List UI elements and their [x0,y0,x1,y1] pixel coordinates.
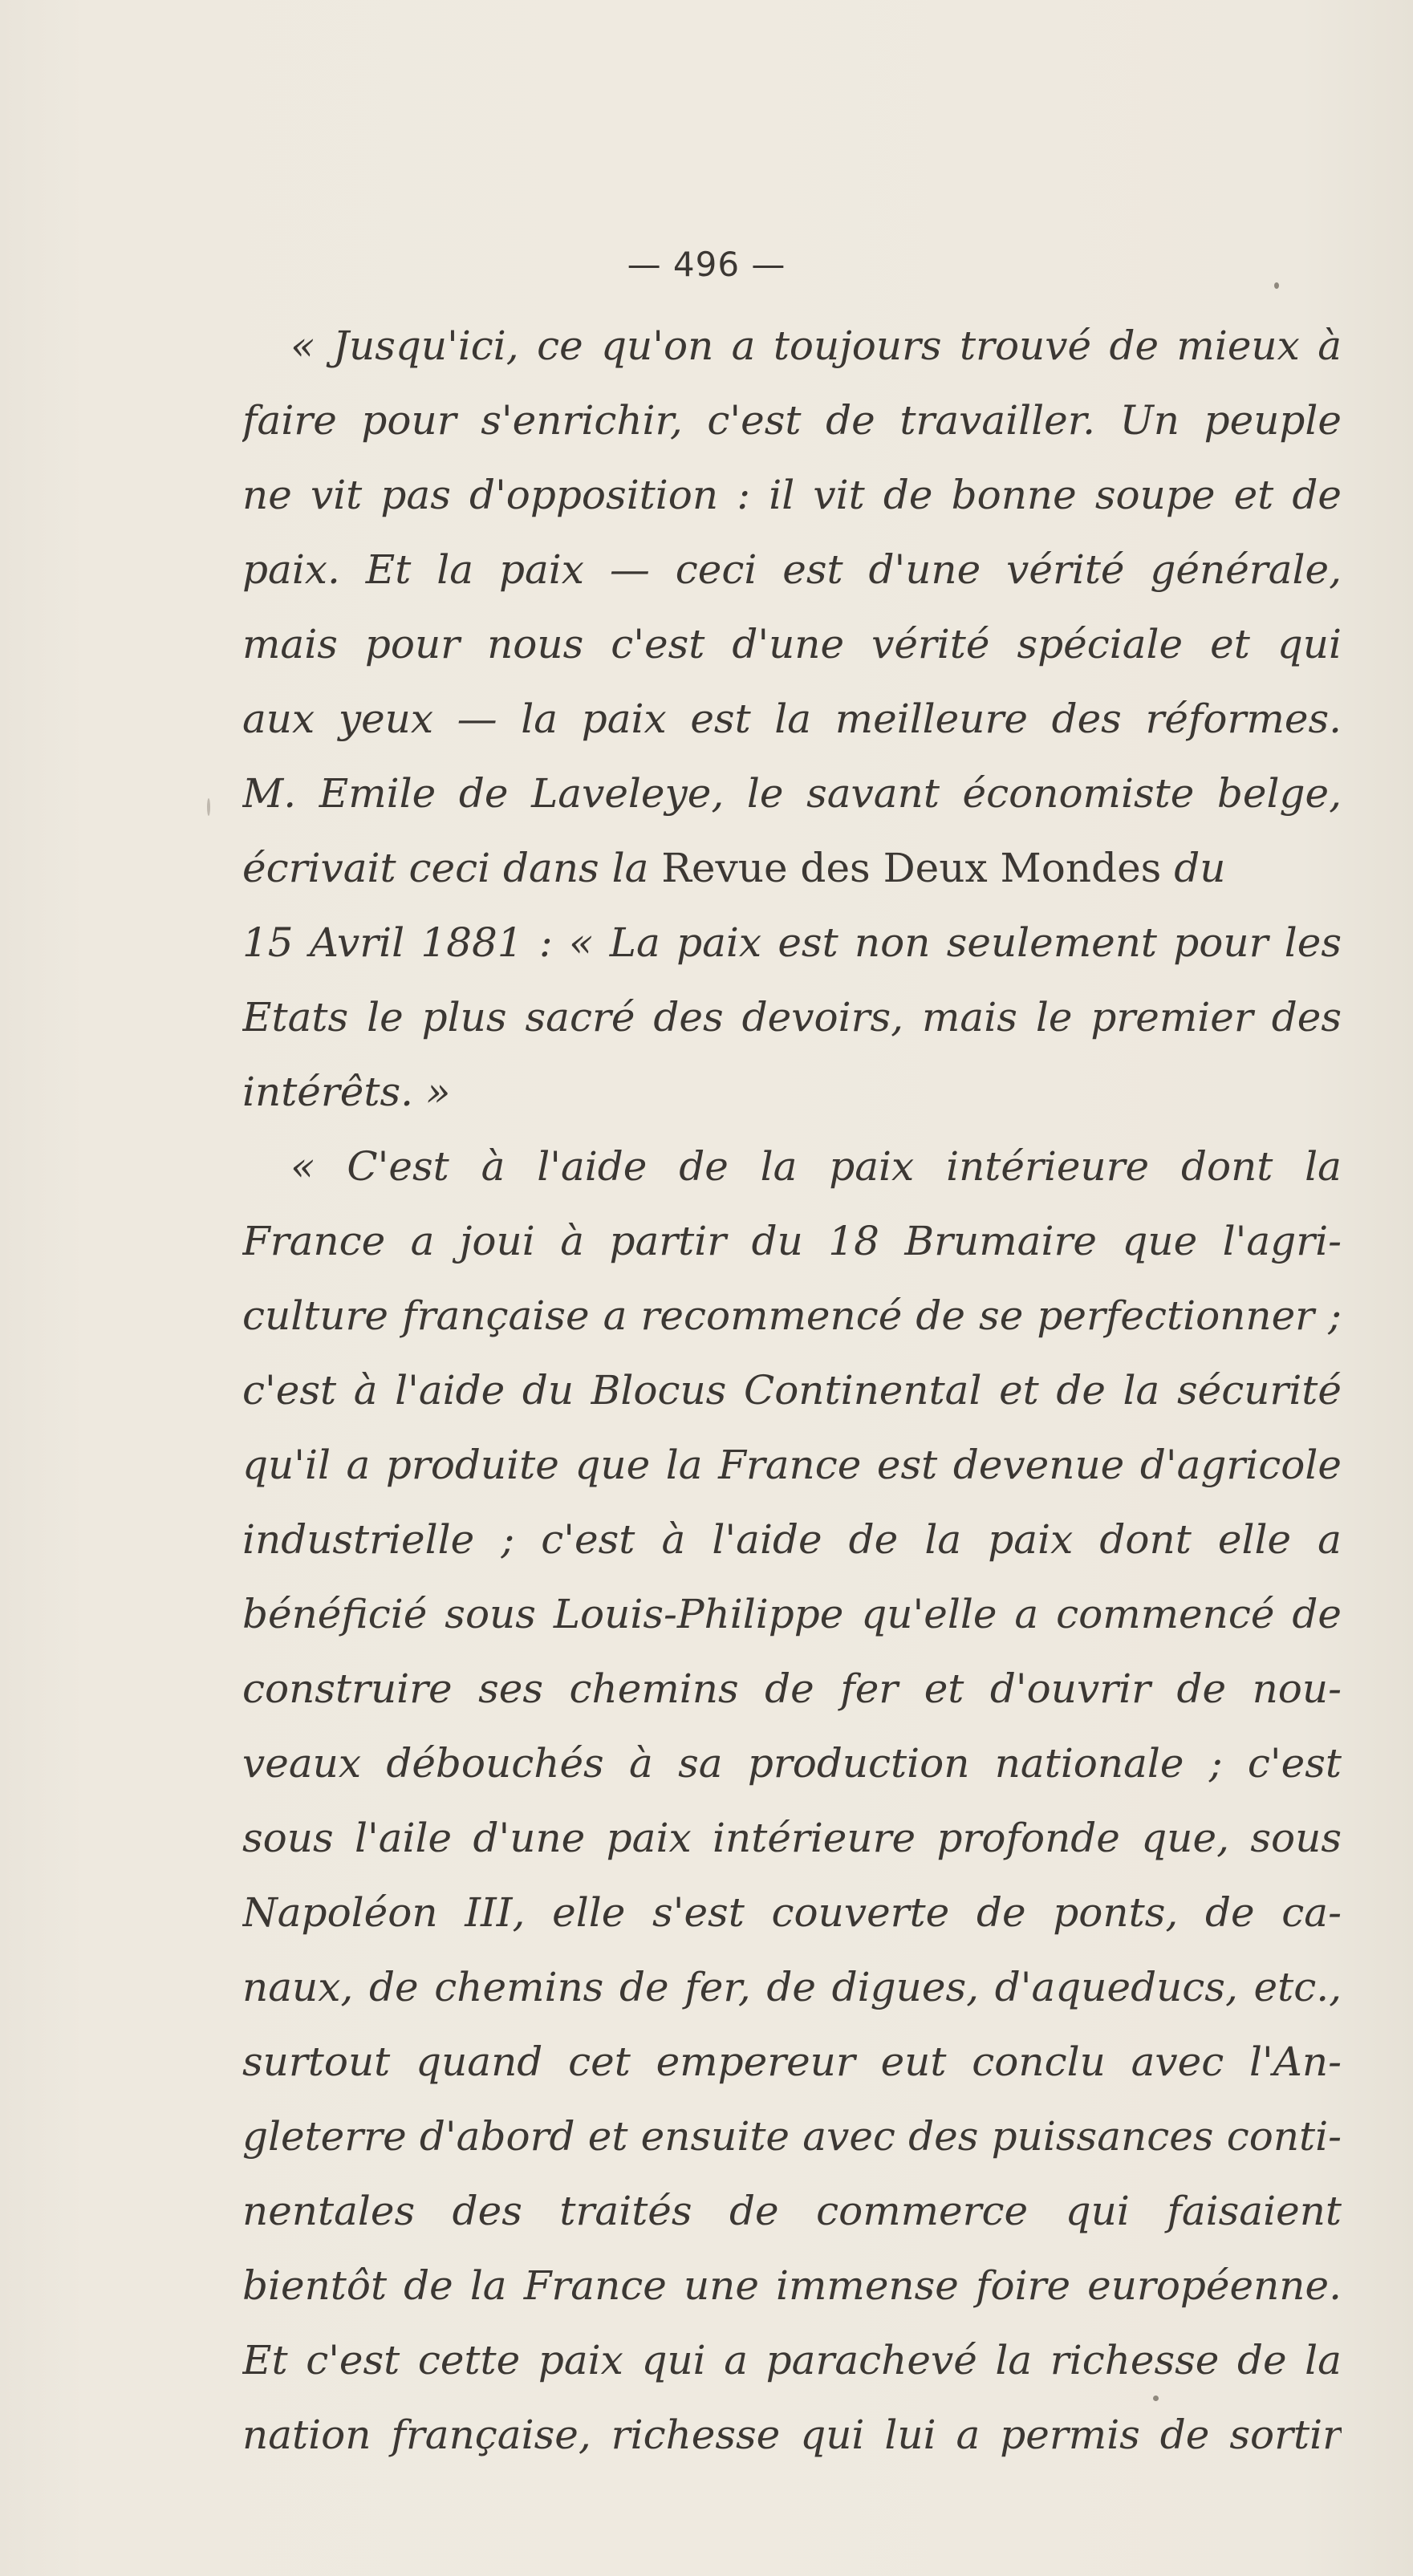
text-line: Napoléon III, elle s'est couverte de ponts, de ca- [242,1889,1342,1936]
text-line: bientôt de la France une immense foire européenne. [242,2262,1342,2309]
text-line: « C'est à l'aide de la paix intérieure dont la [290,1143,1342,1190]
text-line: gleterre d'abord et ensuite avec des puissances conti- [242,2113,1342,2160]
text-line: c'est à l'aide du Blocus Continental et de la sécurité [242,1367,1342,1414]
text-line: industrielle ; c'est à l'aide de la paix dont elle a [242,1516,1342,1563]
page-body-text [242,309,1342,2473]
text-line: M. Emile de Laveleye, le savant économiste belge, [242,770,1342,817]
text-line-mixed [242,831,1342,906]
text-line: nation française, richesse qui lui a permis de sortir [242,2412,1342,2458]
text-line: 15 Avril 1881 : « La paix est non seulement pour les [242,919,1342,966]
journal-title: Revue des Deux Mondes [661,845,1162,891]
text-line: intérêts. » [242,1069,451,1115]
text-line: construire ses chemins de fer et d'ouvrir de nou- [242,1665,1342,1712]
text-line: mais pour nous c'est d'une vérité spéciale et qui [242,621,1342,667]
text-line: veaux débouchés à sa production nationale ; c'est [242,1740,1342,1787]
text-line: naux, de chemins de fer, de digues, d'aqueducs, etc., [242,1964,1342,2010]
text-fragment: du [1161,845,1226,891]
text-line: nentales des traités de commerce qui faisaient [242,2188,1342,2234]
text-line: sous l'aile d'une paix intérieure profonde que, sous [242,1815,1342,1861]
text-line: faire pour s'enrichir, c'est de travailler. Un peuple [242,397,1342,444]
text-line: ne vit pas d'opposition : il vit de bonne soupe et de [242,472,1342,518]
paper-speck [207,798,210,816]
text-line: « Jusqu'ici, ce qu'on a toujours trouvé de mieux à [290,323,1342,369]
paper-speck [1274,282,1279,289]
text-line: bénéficié sous Louis-Philippe qu'elle a commencé de [242,1591,1342,1637]
text-line: France a joui à partir du 18 Brumaire que l'agri- [242,1218,1342,1264]
text-line: Etats le plus sacré des devoirs, mais le premier des [242,994,1342,1041]
text-line: culture française a recommencé de se perfectionner ; [242,1292,1342,1339]
page-number: — 496 — [627,245,786,284]
text-line: Et c'est cette paix qui a parachevé la richesse de la [242,2337,1342,2383]
text-line: surtout quand cet empereur eut conclu avec l'An- [242,2038,1342,2085]
text-line: qu'il a produite que la France est devenue d'agricole [242,1442,1342,1488]
text-line: aux yeux — la paix est la meilleure des réformes. [242,696,1342,742]
paper-speck [1153,2395,1159,2401]
text-fragment: écrivait ceci dans la [242,845,662,891]
text-line: paix. Et la paix — ceci est d'une vérité générale, [242,546,1342,593]
